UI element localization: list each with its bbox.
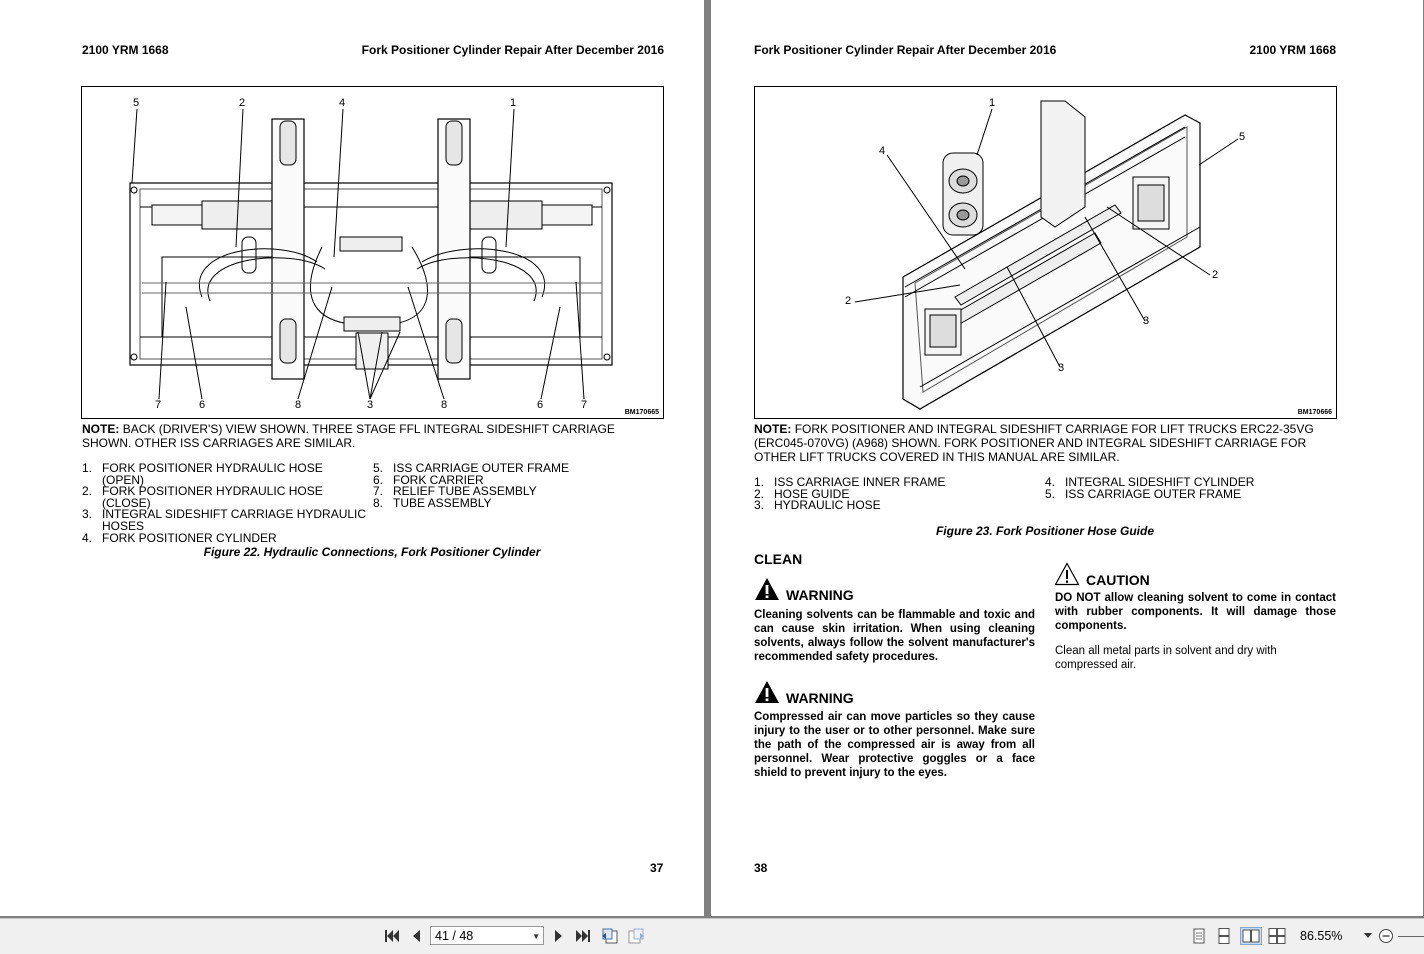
warning-title: WARNING xyxy=(786,689,854,706)
legend-item: 7. RELIEF TUBE ASSEMBLY xyxy=(373,484,537,499)
warning-text: Cleaning solvents can be flammable and toxic and can cause skin irritation. When using cleaning solvents, always follow the solvent manufacturer's recommended safety procedures. xyxy=(754,609,1035,663)
legend-item: 2. FORK POSITIONER HYDRAULIC HOSE (CLOSE) xyxy=(82,484,323,510)
warning-title: WARNING xyxy=(786,586,854,603)
caution-text: DO NOT allow cleaning solvent to come in contact with rubber components. It will damage those components. xyxy=(1055,592,1336,632)
legend-item: 6. FORK CARRIER xyxy=(373,472,484,487)
callout-label: 8 xyxy=(295,399,302,411)
callout-label: 3 xyxy=(1058,362,1065,374)
previous-page-icon[interactable] xyxy=(406,927,426,945)
zoom-dropdown-chevron-icon[interactable] xyxy=(1362,927,1374,945)
callout-label: 1 xyxy=(989,97,996,109)
callout-label: 6 xyxy=(199,399,206,411)
figure-legend-col1 xyxy=(82,463,367,544)
figure-id: BM170665 xyxy=(624,409,659,416)
figure-legend-col2 xyxy=(373,463,613,509)
figure-legend-col2 xyxy=(1045,477,1325,500)
caution-header xyxy=(1054,562,1150,589)
bottom-toolbar xyxy=(0,918,1424,954)
warning-triangle-icon xyxy=(754,577,780,604)
continuous-view-icon[interactable] xyxy=(1214,927,1234,945)
callout-label: 5 xyxy=(1239,131,1246,143)
zoom-out-icon[interactable] xyxy=(1376,927,1396,945)
clean-instruction-text: Clean all metal parts in solvent and dry with compressed air. xyxy=(1055,645,1277,671)
next-page-icon[interactable] xyxy=(549,927,569,945)
continuous-facing-view-icon[interactable] xyxy=(1267,927,1287,945)
callout-label: 8 xyxy=(441,399,448,411)
pdf-page-right xyxy=(711,0,1423,916)
previous-view-icon[interactable] xyxy=(600,927,620,945)
page-number: 37 xyxy=(650,861,664,875)
figure-note xyxy=(754,422,1336,464)
page-number: 38 xyxy=(754,861,768,875)
pdf-page-left xyxy=(0,0,704,916)
next-view-icon[interactable] xyxy=(626,927,646,945)
figure-caption: Figure 22. Hydraulic Connections, Fork Positioner Cylinder xyxy=(203,545,541,559)
figure-legend-col1 xyxy=(754,477,1034,512)
page-number-input[interactable] xyxy=(430,926,544,945)
legend-item: 3. INTEGRAL SIDESHIFT CARRIAGE HYDRAULIC HOSES xyxy=(82,507,367,533)
callout-label: 4 xyxy=(339,97,346,109)
legend-item: 1. ISS CARRIAGE INNER FRAME xyxy=(754,475,946,489)
header-right-doc-number: 2100 YRM 1668 xyxy=(1249,43,1336,57)
caution-title: CAUTION xyxy=(1086,571,1150,588)
caution-triangle-icon xyxy=(1054,562,1080,589)
figure-note xyxy=(82,422,662,450)
single-page-view-icon[interactable] xyxy=(1189,927,1209,945)
legend-item: 4. INTEGRAL SIDESHIFT CYLINDER xyxy=(1045,475,1255,489)
facing-view-icon[interactable] xyxy=(1240,927,1262,945)
callout-label: 4 xyxy=(879,145,886,157)
note-label: NOTE: xyxy=(82,422,120,436)
zoom-slider-track[interactable] xyxy=(1398,936,1424,937)
callout-label: 2 xyxy=(845,295,852,307)
callout-label: 7 xyxy=(155,399,162,411)
callout-label: 5 xyxy=(133,97,140,109)
callout-label: 3 xyxy=(367,399,374,411)
warning-header xyxy=(754,577,854,604)
warning-header xyxy=(754,680,854,707)
callout-label: 2 xyxy=(239,97,246,109)
legend-item: 4. FORK POSITIONER CYLINDER xyxy=(82,530,277,545)
page-indicator-text: 41 / 48 xyxy=(435,929,474,943)
callout-label: 3 xyxy=(1143,315,1150,327)
warning-triangle-icon xyxy=(754,680,780,707)
figure-caption: Figure 23. Fork Positioner Hose Guide xyxy=(935,524,1155,538)
note-text: FORK POSITIONER AND INTEGRAL SIDESHIFT CARRIAGE FOR LIFT TRUCKS ERC22-35VG (ERC045-070VG) (A968) SHOWN. FORK POSITIONER AND INTEGRAL SIDESHIFT CARRIAGE FOR OTHER LIFT TRUCKS COVERED IN THIS MANUAL ARE SIMILAR. xyxy=(754,422,1314,464)
figure-22-drawing xyxy=(81,86,664,419)
header-left-doc-number: 2100 YRM 1668 xyxy=(82,43,169,57)
legend-item: 8. TUBE ASSEMBLY xyxy=(373,495,492,510)
callout-label: 6 xyxy=(537,399,544,411)
figure-id: BM170666 xyxy=(1297,409,1332,416)
first-page-icon[interactable] xyxy=(382,927,402,945)
last-page-icon[interactable] xyxy=(573,927,593,945)
note-text: BACK (DRIVER'S) VIEW SHOWN. THREE STAGE FFL INTEGRAL SIDESHIFT CARRIAGE SHOWN. OTHER ISS CARRIAGES ARE SIMILAR. xyxy=(82,422,615,450)
zoom-level[interactable] xyxy=(1300,927,1342,945)
note-label: NOTE: xyxy=(754,422,792,436)
section-heading-clean: CLEAN xyxy=(754,551,803,567)
legend-item: 5. ISS CARRIAGE OUTER FRAME xyxy=(1045,486,1242,501)
legend-item: 3. HYDRAULIC HOSE xyxy=(754,498,881,513)
callout-label: 2 xyxy=(1212,269,1219,281)
legend-item: 2. HOSE GUIDE xyxy=(754,486,850,501)
figure-23-drawing xyxy=(754,86,1337,419)
zoom-value: 86.55% xyxy=(1300,929,1343,943)
warning-text: Compressed air can move particles so they cause injury to the user or to other personnel. Make sure the path of the compressed air is away from all personnel. Wear protective goggles or a face shield to prevent injury to the eyes. xyxy=(754,711,1035,779)
chevron-down-icon[interactable]: ▼ xyxy=(532,932,540,941)
header-right-section-title: Fork Positioner Cylinder Repair After December 2016 xyxy=(361,43,664,57)
callout-label: 1 xyxy=(510,97,517,109)
legend-item: 5. ISS CARRIAGE OUTER FRAME xyxy=(373,461,570,475)
legend-item: 1. FORK POSITIONER HYDRAULIC HOSE (OPEN) xyxy=(82,461,323,487)
header-left-section-title: Fork Positioner Cylinder Repair After December 2016 xyxy=(754,43,1057,57)
callout-label: 7 xyxy=(581,399,588,411)
